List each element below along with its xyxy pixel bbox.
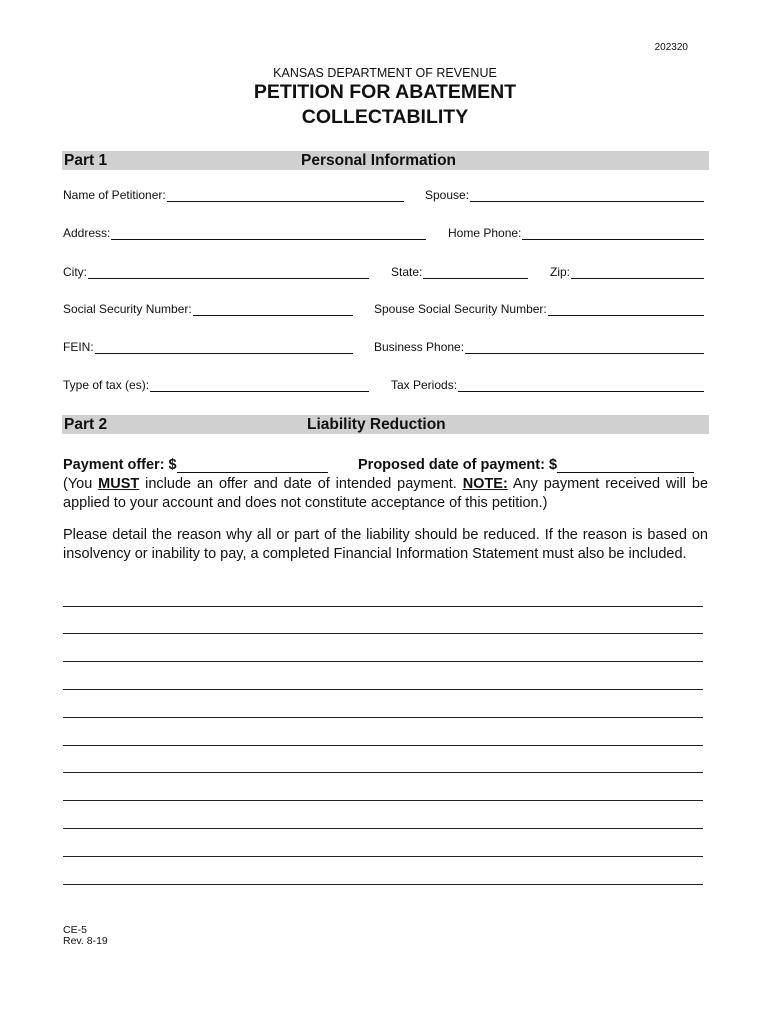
- part1-title: Personal Information: [301, 152, 457, 169]
- tax-periods-input[interactable]: [458, 379, 704, 392]
- ssn-field[interactable]: [63, 300, 353, 316]
- payment-offer-field[interactable]: [63, 457, 328, 473]
- city-label: City:: [63, 265, 87, 279]
- payment-offer-input[interactable]: [177, 458, 328, 473]
- part2-header: [62, 415, 709, 434]
- home-phone-field[interactable]: [448, 224, 704, 240]
- home-phone-label: Home Phone:: [448, 226, 522, 240]
- city-input[interactable]: [88, 266, 369, 279]
- type-of-tax-label: Type of tax (es):: [63, 378, 150, 392]
- part2-number: Part 2: [64, 416, 108, 433]
- form-code: 202320: [654, 42, 688, 53]
- address-input[interactable]: [111, 227, 426, 240]
- form-revision: Rev. 8-19: [63, 935, 108, 947]
- type-of-tax-input[interactable]: [150, 379, 369, 392]
- part1-header: [62, 151, 709, 170]
- zip-input[interactable]: [571, 266, 704, 279]
- proposed-date-input[interactable]: [557, 458, 694, 473]
- agency-name: KANSAS DEPARTMENT OF REVENUE: [273, 66, 497, 80]
- state-input[interactable]: [423, 266, 528, 279]
- note-prefix: (You: [63, 476, 99, 492]
- city-field[interactable]: [63, 263, 369, 279]
- detail-instructions: Please detail the reason why all or part of the liability should be reduced. If the reason is based on insolvency or inability to pay, a completed Financial Information Statement must also be included.: [63, 527, 708, 562]
- payment-offer-label: Payment offer: $: [63, 457, 177, 473]
- address-label: Address:: [63, 226, 111, 240]
- form-id: CE-5: [63, 924, 87, 936]
- part2-title: Liability Reduction: [307, 416, 446, 433]
- note-label: NOTE:: [462, 476, 508, 492]
- state-field[interactable]: [391, 263, 528, 279]
- note-rest: Any payment received will be applied to your account and does not constitute acceptance of this petition.): [63, 476, 709, 511]
- reason-line-2[interactable]: [63, 633, 703, 634]
- business-phone-field[interactable]: [374, 338, 704, 354]
- spouse-field[interactable]: [425, 186, 704, 202]
- reason-line-4[interactable]: [63, 689, 703, 690]
- spouse-input[interactable]: [470, 189, 704, 202]
- tax-periods-label: Tax Periods:: [391, 378, 458, 392]
- home-phone-input[interactable]: [522, 227, 704, 240]
- name-of-petitioner-label: Name of Petitioner:: [63, 188, 166, 202]
- name-of-petitioner-field[interactable]: [63, 186, 404, 202]
- tax-periods-field[interactable]: [391, 376, 704, 392]
- fein-label: FEIN:: [63, 340, 94, 354]
- reason-line-8[interactable]: [63, 800, 703, 801]
- spouse-ssn-input[interactable]: [548, 303, 704, 316]
- business-phone-label: Business Phone:: [374, 340, 465, 354]
- address-field[interactable]: [63, 224, 426, 240]
- fein-input[interactable]: [95, 341, 353, 354]
- ssn-input[interactable]: [193, 303, 353, 316]
- spouse-ssn-label: Spouse Social Security Number:: [374, 302, 547, 316]
- state-label: State:: [391, 265, 423, 279]
- part1-number: Part 1: [64, 152, 108, 169]
- spouse-ssn-field[interactable]: [374, 300, 704, 316]
- name-of-petitioner-input[interactable]: [167, 189, 404, 202]
- ssn-label: Social Security Number:: [63, 302, 192, 316]
- reason-line-5[interactable]: [63, 717, 703, 718]
- reason-line-10[interactable]: [63, 856, 703, 857]
- reason-line-7[interactable]: [63, 772, 703, 773]
- business-phone-input[interactable]: [465, 341, 704, 354]
- zip-label: Zip:: [550, 265, 571, 279]
- zip-field[interactable]: [550, 263, 704, 279]
- payment-note: [63, 475, 708, 512]
- type-of-tax-field[interactable]: [63, 376, 369, 392]
- proposed-date-label: Proposed date of payment: $: [358, 457, 558, 473]
- form-title-line-2: COLLECTABILITY: [301, 106, 469, 128]
- reason-line-11[interactable]: [63, 884, 703, 885]
- form-title-line-1: PETITION FOR ABATEMENT: [253, 81, 517, 103]
- reason-line-1[interactable]: [63, 606, 703, 607]
- proposed-date-field[interactable]: [358, 457, 694, 473]
- note-mid: include an offer and date of intended payment.: [139, 476, 463, 492]
- reason-line-3[interactable]: [63, 661, 703, 662]
- reason-line-6[interactable]: [63, 745, 703, 746]
- fein-field[interactable]: [63, 338, 353, 354]
- spouse-label: Spouse:: [425, 188, 470, 202]
- reason-line-9[interactable]: [63, 828, 703, 829]
- note-must: MUST: [98, 476, 140, 492]
